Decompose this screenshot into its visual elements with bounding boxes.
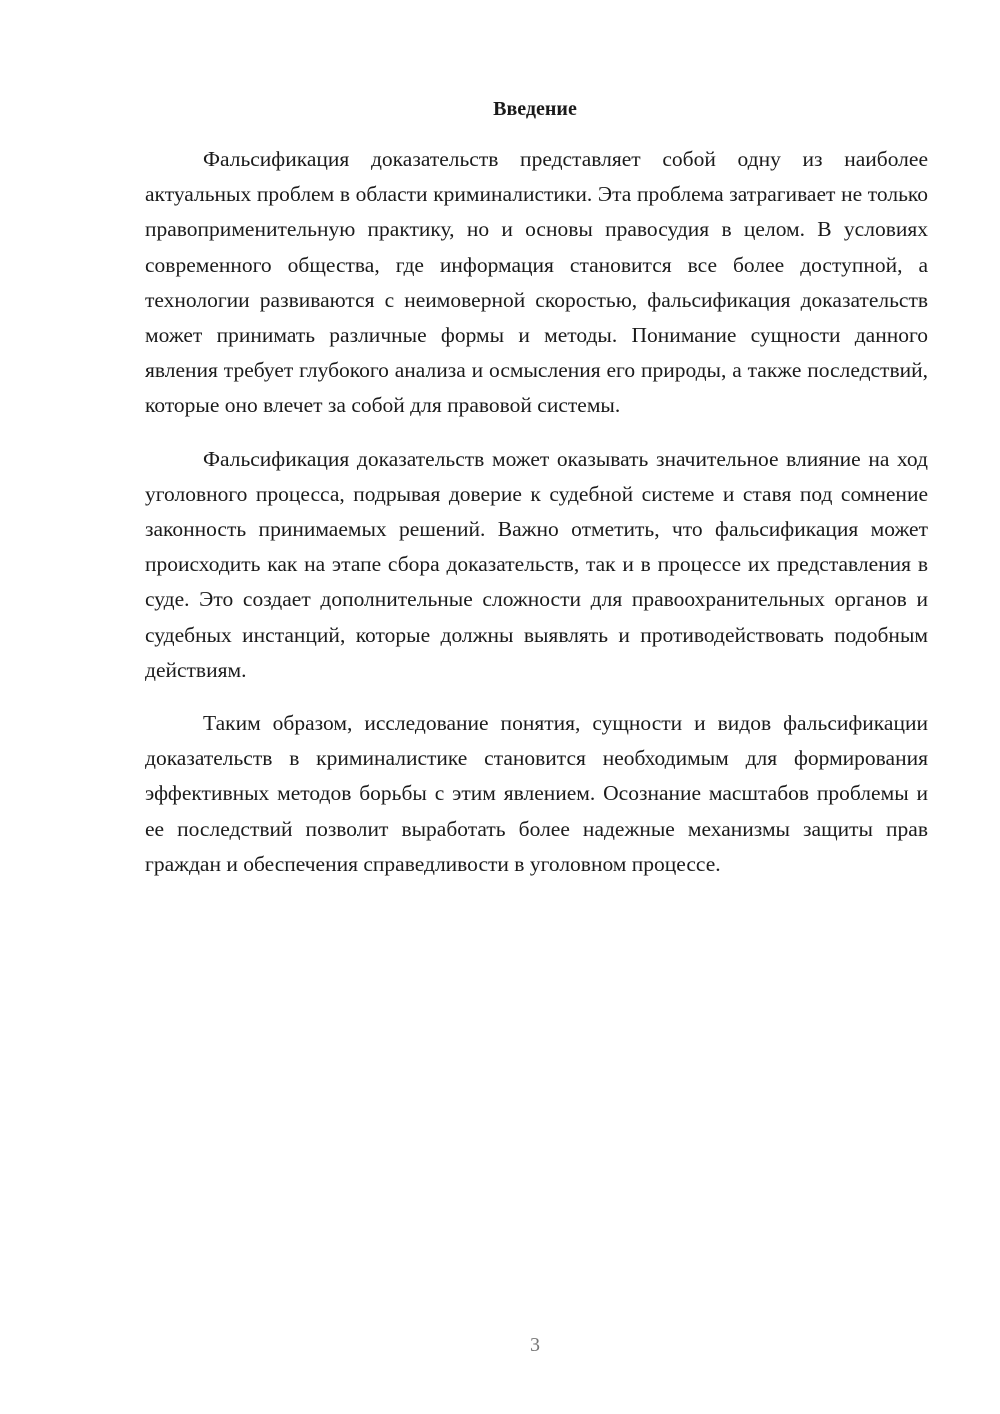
section-title: Введение	[493, 98, 577, 120]
body-text	[145, 142, 928, 900]
paragraph-3: Таким образом, исследование понятия, сущности и видов фальсификации доказательств в криминалистике становится необходимым для формирования эффективных методов борьбы с этим явлением. Осознание масштабов проблемы и ее последствий позволит выработать более надежные механизмы защиты прав граждан и обеспечения справедливости в уголовном процессе.	[145, 711, 928, 876]
page-number: 3	[530, 1334, 540, 1356]
paragraph-1: Фальсификация доказательств представляет собой одну из наиболее актуальных проблем в области криминалистики. Эта проблема затрагивает не только правоприменительную практику, но и основы правосудия в целом. В условиях современного общества, где информация становится все более доступной, а технологии развиваются с неимоверной скоростью, фальсификация доказательств может принимать различные формы и методы. Понимание сущности данного явления требует глубокого анализа и осмысления его природы, а также последствий, которые оно влечет за собой для правовой системы.	[145, 147, 928, 418]
paragraph-2: Фальсификация доказательств может оказывать значительное влияние на ход уголовного процесса, подрывая доверие к судебной системе и ставя под сомнение законность принимаемых решений. Важно отметить, что фальсификация может происходить как на этапе сбора доказательств, так и в процессе их представления в суде. Это создает дополнительные сложности для правоохранительных органов и судебных инстанций, которые должны выявлять и противодействовать подобным действиям.	[145, 446, 928, 682]
